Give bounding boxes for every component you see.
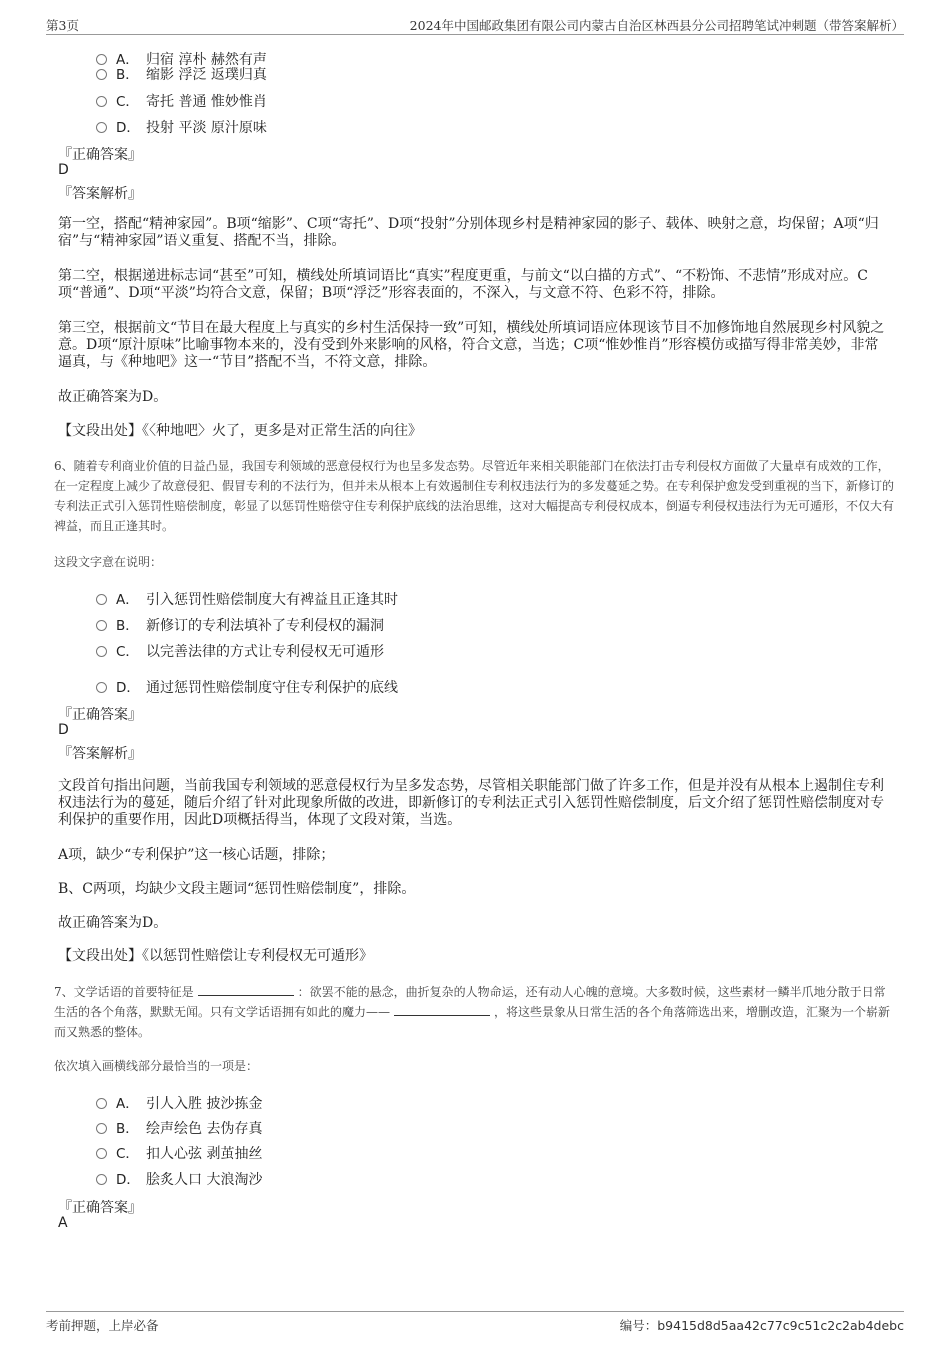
blank-2: [394, 1003, 490, 1016]
q6-option-c[interactable]: C． 以完善法律的方式让专利侵权无可遁形: [96, 640, 384, 661]
radio-icon[interactable]: [96, 1123, 107, 1134]
q6-analysis-label: 『答案解析』: [58, 746, 142, 762]
radio-icon[interactable]: [96, 122, 107, 133]
q5-analysis-p4: 故正确答案为D。: [58, 389, 168, 405]
radio-icon[interactable]: [96, 96, 107, 107]
q6-source: 【文段出处】《以惩罚性赔偿让专利侵权无可遁形》: [58, 948, 373, 964]
q7-option-a[interactable]: A． 引人入胜 披沙拣金: [96, 1092, 262, 1113]
q6-option-a[interactable]: A． 引入惩罚性赔偿制度大有裨益且正逢其时: [96, 588, 398, 609]
page-number: 第3页: [46, 18, 79, 33]
q6-option-d[interactable]: D． 通过惩罚性赔偿制度守住专利保护的底线: [96, 676, 398, 697]
q5-option-b[interactable]: B． 缩影 浮泛 返璞归真: [96, 63, 267, 84]
q6-analysis-p3: B、C两项，均缺少文段主题词“惩罚性赔偿制度”，排除。: [58, 881, 416, 897]
q7-option-d[interactable]: D． 脍炙人口 大浪淘沙: [96, 1168, 262, 1189]
q6-prompt: 这段文字意在说明：: [54, 555, 163, 569]
q5-option-d[interactable]: D． 投射 平淡 原汁原味: [96, 116, 267, 137]
page-header: [46, 14, 904, 35]
radio-icon[interactable]: [96, 1098, 107, 1109]
q5-analysis-p3: 第三空，根据前文“节目在最大程度上与真实的乡村生活保持一致”可知，横线处所填词语应体现该节目不加修饰地自然展现乡村风貌之意。D项“原汁原味”比喻事物本来的，没有受到外来影响的风格，符合文意，当选；C项“惟妙惟肖”形容模仿或描写得非常美妙，非常逼真，与《种地吧》这一“节目”搭配不当，不符文意，排除。: [58, 320, 885, 370]
document-title: 2024年中国邮政集团有限公司内蒙古自治区林西县分公司招聘笔试冲刺题（带答案解析）: [409, 18, 904, 33]
radio-icon[interactable]: [96, 646, 107, 657]
q5-answer-label: 『正确答案』: [58, 147, 142, 163]
radio-icon[interactable]: [96, 620, 107, 631]
radio-icon[interactable]: [96, 682, 107, 693]
q5-answer: D: [58, 162, 69, 178]
footer-slogan: 考前押题，上岸必备: [46, 1318, 159, 1333]
page-footer: [46, 1311, 904, 1334]
q7-option-c[interactable]: C． 扣人心弦 剥茧抽丝: [96, 1142, 262, 1163]
radio-icon[interactable]: [96, 1174, 107, 1185]
q6-option-b[interactable]: B． 新修订的专利法填补了专利侵权的漏洞: [96, 614, 384, 635]
q6-question: 6、随着专利商业价值的日益凸显，我国专利领域的恶意侵权行为也呈多发态势。尽管近年来相关职能部门在依法打击专利侵权方面做了大量卓有成效的工作，在一定程度上减少了故意侵犯、假冒专利的不法行为，但并未从根本上有效遏制住专利权违法行为的多发蔓延之势。在专利保护愈发受到重视的当下，新修订的专利法正式引入惩罚性赔偿制度，彰显了以惩罚性赔偿守住专利保护底线的法治思维，这对大幅提高专利侵权成本，倒逼专利侵权违法行为无可遁形，不仅大有裨益，而且正逢其时。: [54, 459, 895, 533]
q5-option-a[interactable]: A． 归宿 淳朴 赫然有声: [96, 48, 267, 69]
q6-analysis-p1: 文段首句指出问题，当前我国专利领域的恶意侵权行为呈多发态势，尽管相关职能部门做了许多工作，但是并没有从根本上遏制住专利权违法行为的蔓延，随后介绍了针对此现象所做的改进，即新修订的专利法正式引入惩罚性赔偿制度，后文介绍了惩罚性赔偿制度对专利保护的重要作用，因此D项概括得当，体现了文段对策，当选。: [58, 778, 884, 828]
radio-icon[interactable]: [96, 594, 107, 605]
q5-analysis-label: 『答案解析』: [58, 186, 142, 202]
q6-analysis-p2: A项，缺少“专利保护”这一核心话题，排除；: [58, 847, 335, 863]
footer-code: 编号：b9415d8d5aa42c77c9c51c2c2ab4debc: [619, 1318, 904, 1333]
q7-answer: A: [58, 1215, 68, 1231]
q7-answer-label: 『正确答案』: [58, 1200, 142, 1216]
q7-question: 7、文学话语的首要特征是 ：欲罢不能的悬念，曲折复杂的人物命运，还有动人心魄的意境。大多数时候，这些素材一鳞半爪地分散于日常生活的各个角落，默默无闻。只有文学话语拥有如此的魔力—— ，将这些景象从日常生活的各个角落筛选出来，增删改造，汇聚为一个崭新而又熟悉的整体。: [54, 985, 891, 1039]
q5-source: 【文段出处】《〈种地吧〉火了，更多是对正常生活的向往》: [58, 423, 422, 439]
radio-icon[interactable]: [96, 1148, 107, 1159]
q6-analysis-p4: 故正确答案为D。: [58, 915, 168, 931]
blank-1: [198, 983, 294, 996]
q5-analysis-p2: 第二空，根据递进标志词“甚至”可知，横线处所填词语比“真实”程度更重，与前文“以白描的方式”、“不粉饰、不悲情”形成对应。C项“普通”、D项“平淡”均符合文意，保留；B项“浮泛”形容表面的，不深入，与文意不符、色彩不符，排除。: [58, 268, 868, 301]
q7-option-b[interactable]: B． 绘声绘色 去伪存真: [96, 1117, 262, 1138]
radio-icon[interactable]: [96, 69, 107, 80]
q5-option-c[interactable]: C． 寄托 普通 惟妙惟肖: [96, 90, 267, 111]
q5-analysis-p1: 第一空，搭配“精神家园”。B项“缩影”、C项“寄托”、D项“投射”分别体现乡村是精神家园的影子、载体、映射之意，均保留；A项“归宿”与“精神家园”语义重复、搭配不当，排除。: [58, 216, 879, 249]
q6-answer-label: 『正确答案』: [58, 707, 142, 723]
q6-answer: D: [58, 722, 69, 738]
q7-prompt: 依次填入画横线部分最恰当的一项是：: [54, 1059, 259, 1073]
